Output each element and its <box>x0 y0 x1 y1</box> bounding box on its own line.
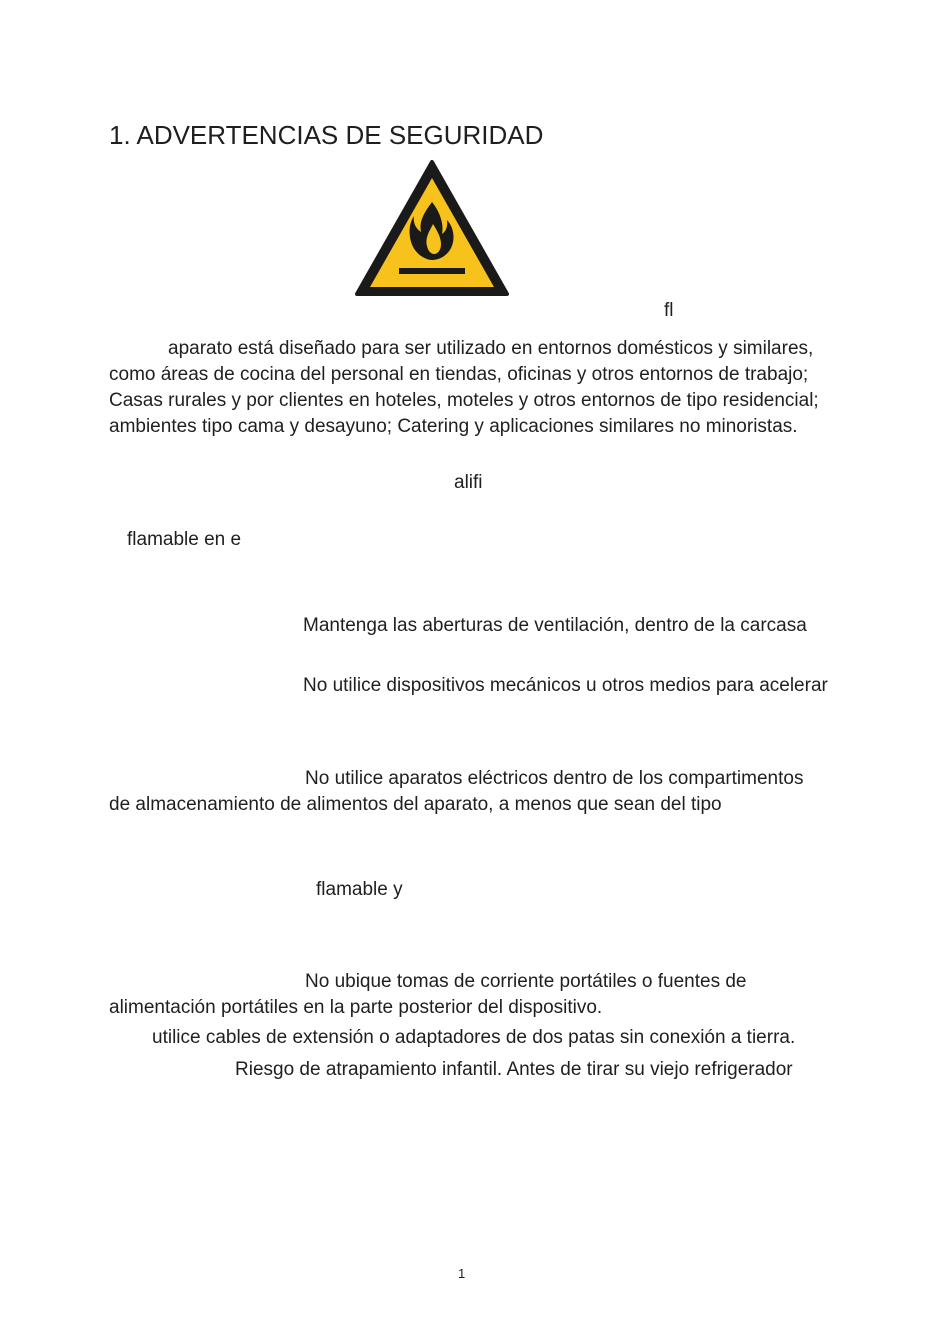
page-number: 1 <box>458 1266 466 1281</box>
paragraph-line: Casas rurales y por clientes en hoteles, moteles y otros entornos de tipo residencial; <box>109 390 819 411</box>
power-outlet-warning: No ubique tomas de corriente portátiles o fuentes de <box>305 971 747 992</box>
text-fragment-fl: fl <box>664 300 674 321</box>
power-outlet-warning-cont: alimentación portátiles en la parte posterior del dispositivo. <box>109 997 603 1018</box>
section-heading: 1. ADVERTENCIAS DE SEGURIDAD <box>109 120 544 150</box>
text-fragment-flamable-y: flamable y <box>316 879 403 900</box>
ventilation-warning: Mantenga las aberturas de ventilación, dentro de la carcasa <box>303 615 807 636</box>
paragraph-line: como áreas de cocina del personal en tiendas, oficinas y otros entornos de trabajo; <box>109 364 809 385</box>
extension-cable-warning: utilice cables de extensión o adaptadores de dos patas sin conexión a tierra. <box>152 1027 796 1048</box>
text-fragment-flamable: flamable en e <box>127 529 242 550</box>
paragraph-line: ambientes tipo cama y desayuno; Catering y aplicaciones similares no minoristas. <box>109 416 798 437</box>
flammable-warning-icon <box>353 158 511 298</box>
electrical-appliances-warning-cont: de almacenamiento de alimentos del aparato, a menos que sean del tipo <box>109 794 722 815</box>
text-fragment-alifi: alifi <box>454 472 483 493</box>
electrical-appliances-warning: No utilice aparatos eléctricos dentro de los compartimentos <box>305 768 804 789</box>
child-entrapment-warning: Riesgo de atrapamiento infantil. Antes de tirar su viejo refrigerador <box>235 1059 793 1080</box>
mechanical-devices-warning: No utilice dispositivos mecánicos u otros medios para acelerar <box>303 675 828 696</box>
paragraph-line: aparato está diseñado para ser utilizado en entornos domésticos y similares, <box>168 338 814 359</box>
